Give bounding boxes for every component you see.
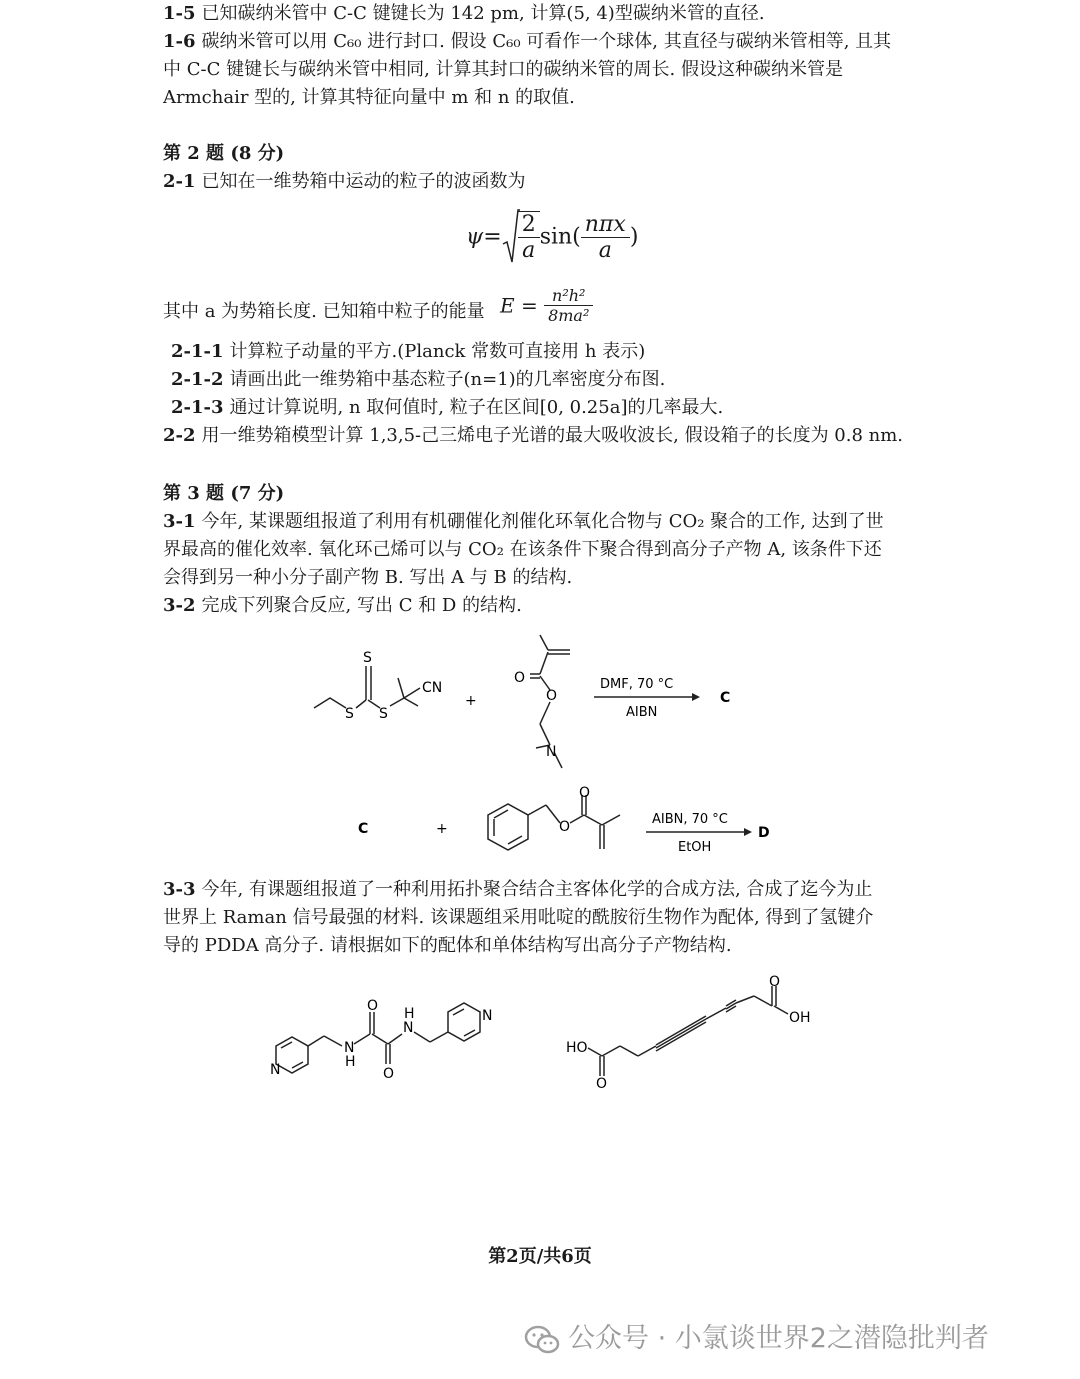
problem-2-1-1: 2-1-1 计算粒子动量的平方.(Planck 常数可直接用 h 表示): [171, 341, 646, 362]
monomer-oh-label: OH: [789, 1010, 811, 1026]
energy-line: 其中 a 为势箱长度. 已知箱中粒子的能量: [163, 301, 485, 322]
plus-sign: +: [465, 693, 477, 709]
problem-2-1: 2-1 已知在一维势箱中运动的粒子的波函数为: [163, 171, 526, 192]
raft-agent-structure: [314, 666, 420, 708]
rxn2-condition-bottom: EtOH: [678, 840, 712, 855]
rxn2-product-d: D: [758, 825, 770, 841]
problem-3-1-line1: 3-1 今年, 某课题组报道了利用有机硼催化剂催化环氧化合物与 CO₂ 聚合的工作, 达到了世: [163, 511, 884, 532]
monomer-carbonyl-o-bottom: O: [596, 1076, 608, 1092]
problem-3-1-line3: 会得到另一种小分子副产物 B. 写出 A 与 B 的结构.: [163, 567, 573, 588]
problem-2-1-2: 2-1-2 请画出此一维势箱中基态粒子(n=1)的几率密度分布图.: [171, 369, 666, 390]
ligand-pyridine-n-left: N: [270, 1062, 281, 1078]
energy-formula: E = $\frac{\text{n²h²}}{\text{8ma²}}$: [500, 286, 593, 325]
dmaema-ester-o: O: [546, 688, 558, 704]
problem-3-2: 3-2 完成下列聚合反应, 写出 C 和 D 的结构.: [163, 595, 522, 616]
rxn1-condition-bottom: AIBN: [626, 705, 658, 720]
raft-cn-label: CN: [422, 680, 443, 696]
rxn1-condition-top: DMF, 70 °C: [600, 677, 674, 692]
problem-1-6-line1: 1-6 碳纳米管可以用 C₆₀ 进行封口. 假设 C₆₀ 可看作一个球体, 其直径与碳纳米管相等, 且其: [163, 31, 892, 52]
raft-s-atom-2: S: [363, 650, 372, 666]
wechat-watermark: 公众号 · 小氯谈世界2之潜隐批判者: [524, 1316, 989, 1355]
bzma-ester-o: O: [559, 819, 571, 835]
ligand-amide-n-2: N: [403, 1020, 414, 1036]
reaction-2-scheme: [350, 785, 780, 869]
sqrt-fraction: $\frac{2}{a}$: [518, 211, 540, 263]
rxn2-condition-top: AIBN, 70 °C: [652, 812, 728, 827]
dmaema-carbonyl-o: O: [514, 670, 526, 686]
reaction-1-svg: [300, 630, 770, 780]
wechat-icon: [524, 1325, 560, 1355]
wavefunction-formula: ψ= $\frac{2}{a}$ sin( $\frac{\text{nπx}}{a}$ ): [466, 208, 638, 266]
raft-s-atom-3: S: [379, 706, 388, 722]
question-3-heading: 第 3 题 (7 分): [163, 483, 285, 504]
monomer-svg: [560, 972, 830, 1097]
plus-sign-2: +: [436, 821, 448, 837]
problem-3-1-line2: 界最高的催化效率. 氧化环己烯可以与 CO₂ 在该条件下聚合得到高分子产物 A, 该条件下还: [163, 539, 882, 560]
rxn2-arrow-head: [744, 828, 752, 836]
rxn2-reactant-c: C: [358, 821, 369, 837]
dmaema-amine-n: N: [546, 744, 557, 760]
monomer-bonds: [588, 986, 788, 1076]
ligand-amide-n-1: N: [344, 1040, 355, 1056]
problem-1-6-line2: 中 C-C 键键长与碳纳米管中相同, 计算其封口的碳纳米管的周长. 假设这种碳纳米管是: [163, 59, 843, 80]
problem-1-6-line3: Armchair 型的, 计算其特征向量中 m 和 n 的取值.: [163, 87, 575, 108]
ligand-svg: [262, 990, 502, 1090]
ligand-carbonyl-o-2: O: [383, 1066, 395, 1082]
reaction-2-svg: [350, 785, 780, 865]
problem-3-3-line2: 世界上 Raman 信号最强的材料. 该课题组采用吡啶的酰胺衍生物作为配体, 得到了氢键介: [163, 907, 874, 928]
rxn1-product-c: C: [720, 690, 731, 706]
ligand-carbonyl-o-1: O: [367, 998, 379, 1014]
question-2-heading: 第 2 题 (8 分): [163, 143, 285, 164]
monomer-ho-label: HO: [566, 1040, 588, 1056]
energy-fraction: $\frac{\text{n²h²}}{\text{8ma²}}$: [544, 286, 593, 325]
monomer-carbonyl-o-top: O: [769, 974, 781, 990]
rxn1-arrow-head: [692, 693, 700, 701]
sin-argument-fraction: $\frac{\text{nπx}}{a}$: [581, 212, 630, 263]
ligand-pyridine-n-right: N: [482, 1008, 493, 1024]
ligand-amide-h-1: H: [345, 1054, 356, 1070]
ligand-amide-h-2: H: [404, 1006, 415, 1022]
ligand-structure: [262, 990, 502, 1094]
problem-3-3-line1: 3-3 今年, 有课题组报道了一种利用拓扑聚合结合主客体化学的合成方法, 合成了迄今为止: [163, 879, 873, 900]
benzyl-methacrylate-structure: [488, 795, 620, 850]
problem-2-1-3: 2-1-3 通过计算说明, n 取何值时, 粒子在区间[0, 0.25a]的几率最大.: [171, 397, 724, 418]
problem-3-3-line3: 导的 PDDA 高分子. 请根据如下的配体和单体结构写出高分子产物结构.: [163, 935, 732, 956]
monomer-structure: [560, 972, 830, 1101]
bzma-carbonyl-o: O: [579, 785, 591, 801]
reaction-1-scheme: [300, 630, 770, 784]
page-number: 第2页/共6页: [488, 1246, 592, 1267]
problem-1-5: 1-5 已知碳纳米管中 C-C 键键长为 142 pm, 计算(5, 4)型碳纳米管的直径.: [163, 3, 765, 24]
problem-2-2: 2-2 用一维势箱模型计算 1,3,5-己三烯电子光谱的最大吸收波长, 假设箱子的长度为 0.8 nm.: [163, 425, 904, 446]
raft-s-atom-1: S: [345, 706, 354, 722]
